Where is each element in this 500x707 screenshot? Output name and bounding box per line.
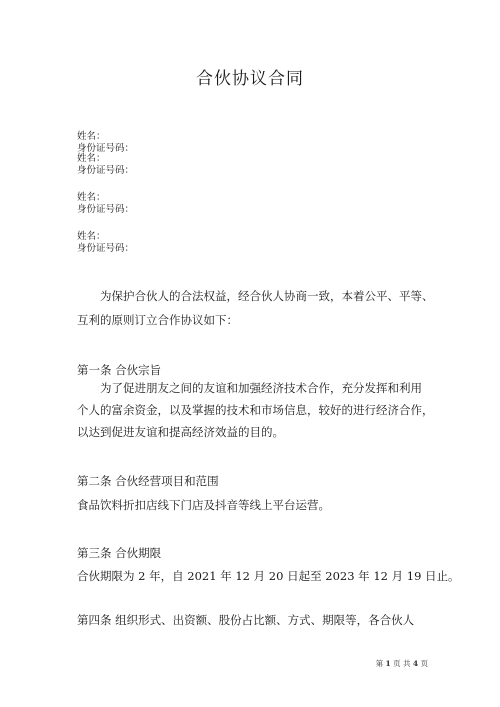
party-id-label: 身份证号码： (77, 165, 135, 176)
article-4-heading: 第四条 组织形式、出资额、股份占比额、方式、期限等，各合伙人 (77, 613, 415, 627)
party-block-3 (77, 192, 134, 216)
party-name-label: 姓名： (77, 153, 106, 164)
footer-suffix: 页 (418, 659, 428, 668)
party-block-1 (77, 131, 134, 155)
article-3-line: 合伙期限为 2 年，自 2021 年 12 月 20 日起至 2023 年 12 月 19 日止。 (77, 569, 460, 583)
preamble-paragraph (77, 285, 434, 331)
article-3-heading: 第三条 合伙期限 (77, 546, 162, 560)
total-page-number: 4 (412, 659, 419, 668)
party-id-label: 身份证号码： (77, 243, 135, 254)
party-id-label: 身份证号码： (77, 204, 135, 215)
party-block-4 (77, 231, 134, 255)
party-id-label: 身份证号码： (77, 143, 135, 154)
article-1-body (77, 377, 434, 443)
article-2-line: 食品饮料折扣店线下门店及抖音等线上平台运营。 (77, 498, 330, 512)
party-name-label: 姓名： (77, 231, 106, 242)
current-page-number: 1 (385, 659, 391, 668)
article-2-heading: 第二条 合伙经营项目和范围 (77, 474, 219, 488)
page-number-footer (376, 658, 428, 669)
preamble-line: 互利的原则订立合作协议如下： (77, 313, 238, 327)
article-1-line: 以达到促进友谊和提高经济效益的目的。 (77, 425, 284, 439)
party-block-2 (77, 153, 134, 177)
footer-prefix: 第 (375, 659, 386, 668)
article-1-heading: 第一条 合伙宗旨 (77, 363, 162, 377)
article-1-line: 个人的富余资金，以及掌握的技术和市场信息，较好的进行经济合作， (77, 403, 434, 417)
article-1-line: 为了促进朋友之间的友谊和加强经济技术合作，充分发挥和利用 (100, 381, 422, 395)
preamble-line: 为保护合伙人的合法权益，经合伙人协商一致，本着公平、平等、 (100, 289, 434, 303)
document-title: 合伙协议合同 (196, 69, 304, 89)
party-name-label: 姓名： (77, 131, 106, 142)
footer-middle: 页 共 (390, 659, 413, 668)
party-name-label: 姓名： (77, 192, 106, 203)
